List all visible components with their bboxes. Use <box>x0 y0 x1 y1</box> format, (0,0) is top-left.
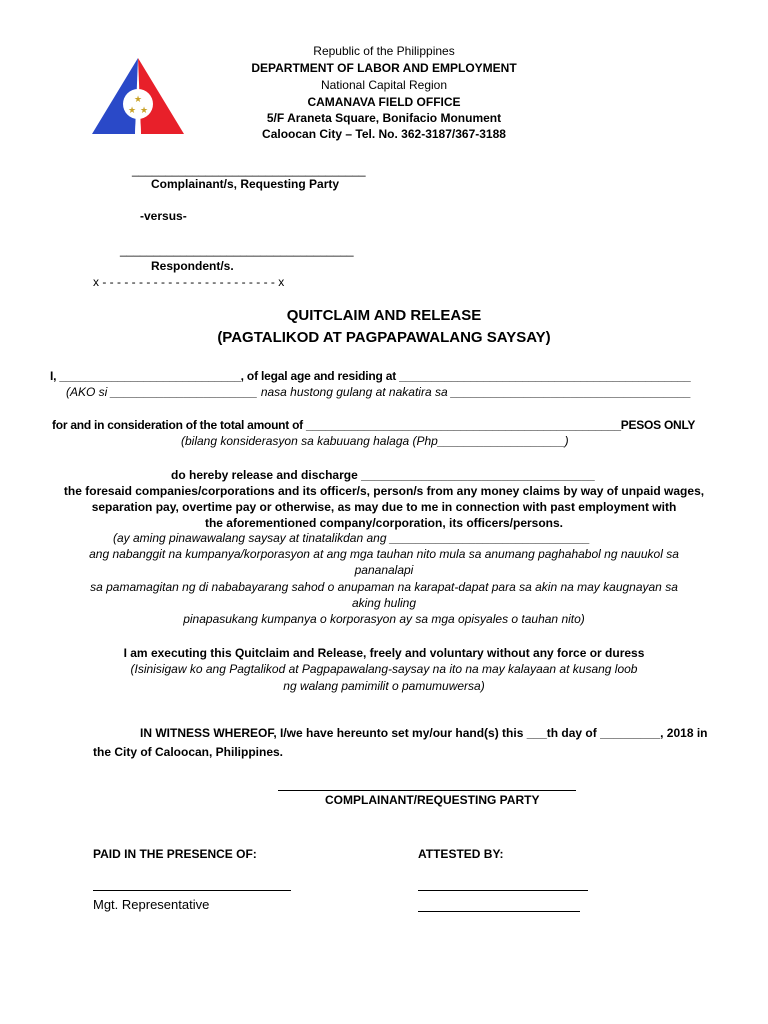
title-english: QUITCLAIM AND RELEASE <box>286 307 482 324</box>
residence-line: I, ____________________________, of legal age and residing at _____________________________________________ <box>50 369 691 383</box>
release-filipino-5: aking huling <box>351 596 417 610</box>
release-filipino-2: ang nabanggit na kumpanya/korporasyon at ang mga tauhan nito mula sa anumang paghahabol ng nauukol sa <box>89 547 679 561</box>
header-region: National Capital Region <box>320 78 448 92</box>
witness-line-2: the City of Caloocan, Philippines. <box>93 745 284 759</box>
mgt-signature-line <box>93 890 291 891</box>
complainant-label: Complainant/s, Requesting Party <box>151 177 340 191</box>
release-paragraph-2: separation pay, overtime pay or otherwise, as may due to me in connection with past employment with <box>91 500 677 514</box>
complainant-blank: ___________________________________ <box>132 163 366 177</box>
release-filipino-4: sa pamamagitan ng di nababayarang sahod o anupaman na karapat-dapat para sa akin na may kaugnayan sa <box>90 580 678 594</box>
logo-star-left: ★ <box>127 105 137 115</box>
release-filipino-3: pananalapi <box>354 563 414 577</box>
header-department: DEPARTMENT OF LABOR AND EMPLOYMENT <box>251 61 517 75</box>
release-line: do hereby release and discharge ___________________________________ <box>171 468 595 482</box>
amount-line-filipino: (bilang konsiderasyon sa kabuuang halaga (Php___________________) <box>181 434 569 448</box>
mgt-representative-label: Mgt. Representative <box>93 897 210 912</box>
execution-filipino-1: (Isinisigaw ko ang Pagtalikod at Pagpapawalang-saysay na ito na may kalayaan at kusang loob <box>130 662 638 676</box>
logo-star-right: ★ <box>139 105 149 115</box>
attested-by-label: ATTESTED BY: <box>418 847 504 861</box>
attested-signature-line-1 <box>418 890 588 891</box>
header-city-tel: Caloocan City – Tel. No. 362-3187/367-3188 <box>262 127 506 141</box>
logo-star-top: ★ <box>133 94 143 104</box>
amount-line: for and in consideration of the total amount of _________________________________________________PESOS ONLY <box>52 418 696 432</box>
execution-filipino-2: ng walang pamimilit o pamumuwersa) <box>283 679 485 693</box>
paid-presence-label: PAID IN THE PRESENCE OF: <box>93 847 257 861</box>
release-paragraph-3: the aforementioned company/corporation, its officers/persons. <box>204 516 564 530</box>
separator-line: x - - - - - - - - - - - - - - - - - - - - - - - - x <box>93 275 285 289</box>
header-office: CAMANAVA FIELD OFFICE <box>307 95 461 109</box>
execution-statement: I am executing this Quitclaim and Release, freely and voluntary without any force or duress <box>123 646 645 660</box>
header-republic: Republic of the Philippines <box>313 44 455 58</box>
title-filipino: (PAGTALIKOD AT PAGPAPAWALANG SAYSAY) <box>217 329 551 346</box>
residence-line-filipino: (AKO si ______________________ nasa hustong gulang at nakatira sa ____________________________________ <box>66 385 692 399</box>
complainant-signature-label: COMPLAINANT/REQUESTING PARTY <box>325 793 540 807</box>
witness-line-1: IN WITNESS WHEREOF, I/we have hereunto set my/our hand(s) this ___th day of _________, 2018 in <box>140 726 708 740</box>
release-filipino-6: pinapasukang kumpanya o korporasyon ay sa mga opisyales o tauhan nito) <box>183 612 585 626</box>
header-address: 5/F Araneta Square, Bonifacio Monument <box>266 111 502 125</box>
release-paragraph-1: the foresaid companies/corporations and its officer/s, person/s from any money claims by way of unpaid wages, <box>63 484 705 498</box>
release-filipino-1: (ay aming pinawawalang saysay at tinatalikdan ang ______________________________ <box>113 531 591 545</box>
attested-signature-line-2 <box>418 911 580 912</box>
complainant-signature-line <box>278 790 576 791</box>
respondent-blank: ___________________________________ <box>120 243 354 257</box>
respondent-label: Respondent/s. <box>151 259 234 273</box>
versus-text: -versus- <box>140 209 187 223</box>
